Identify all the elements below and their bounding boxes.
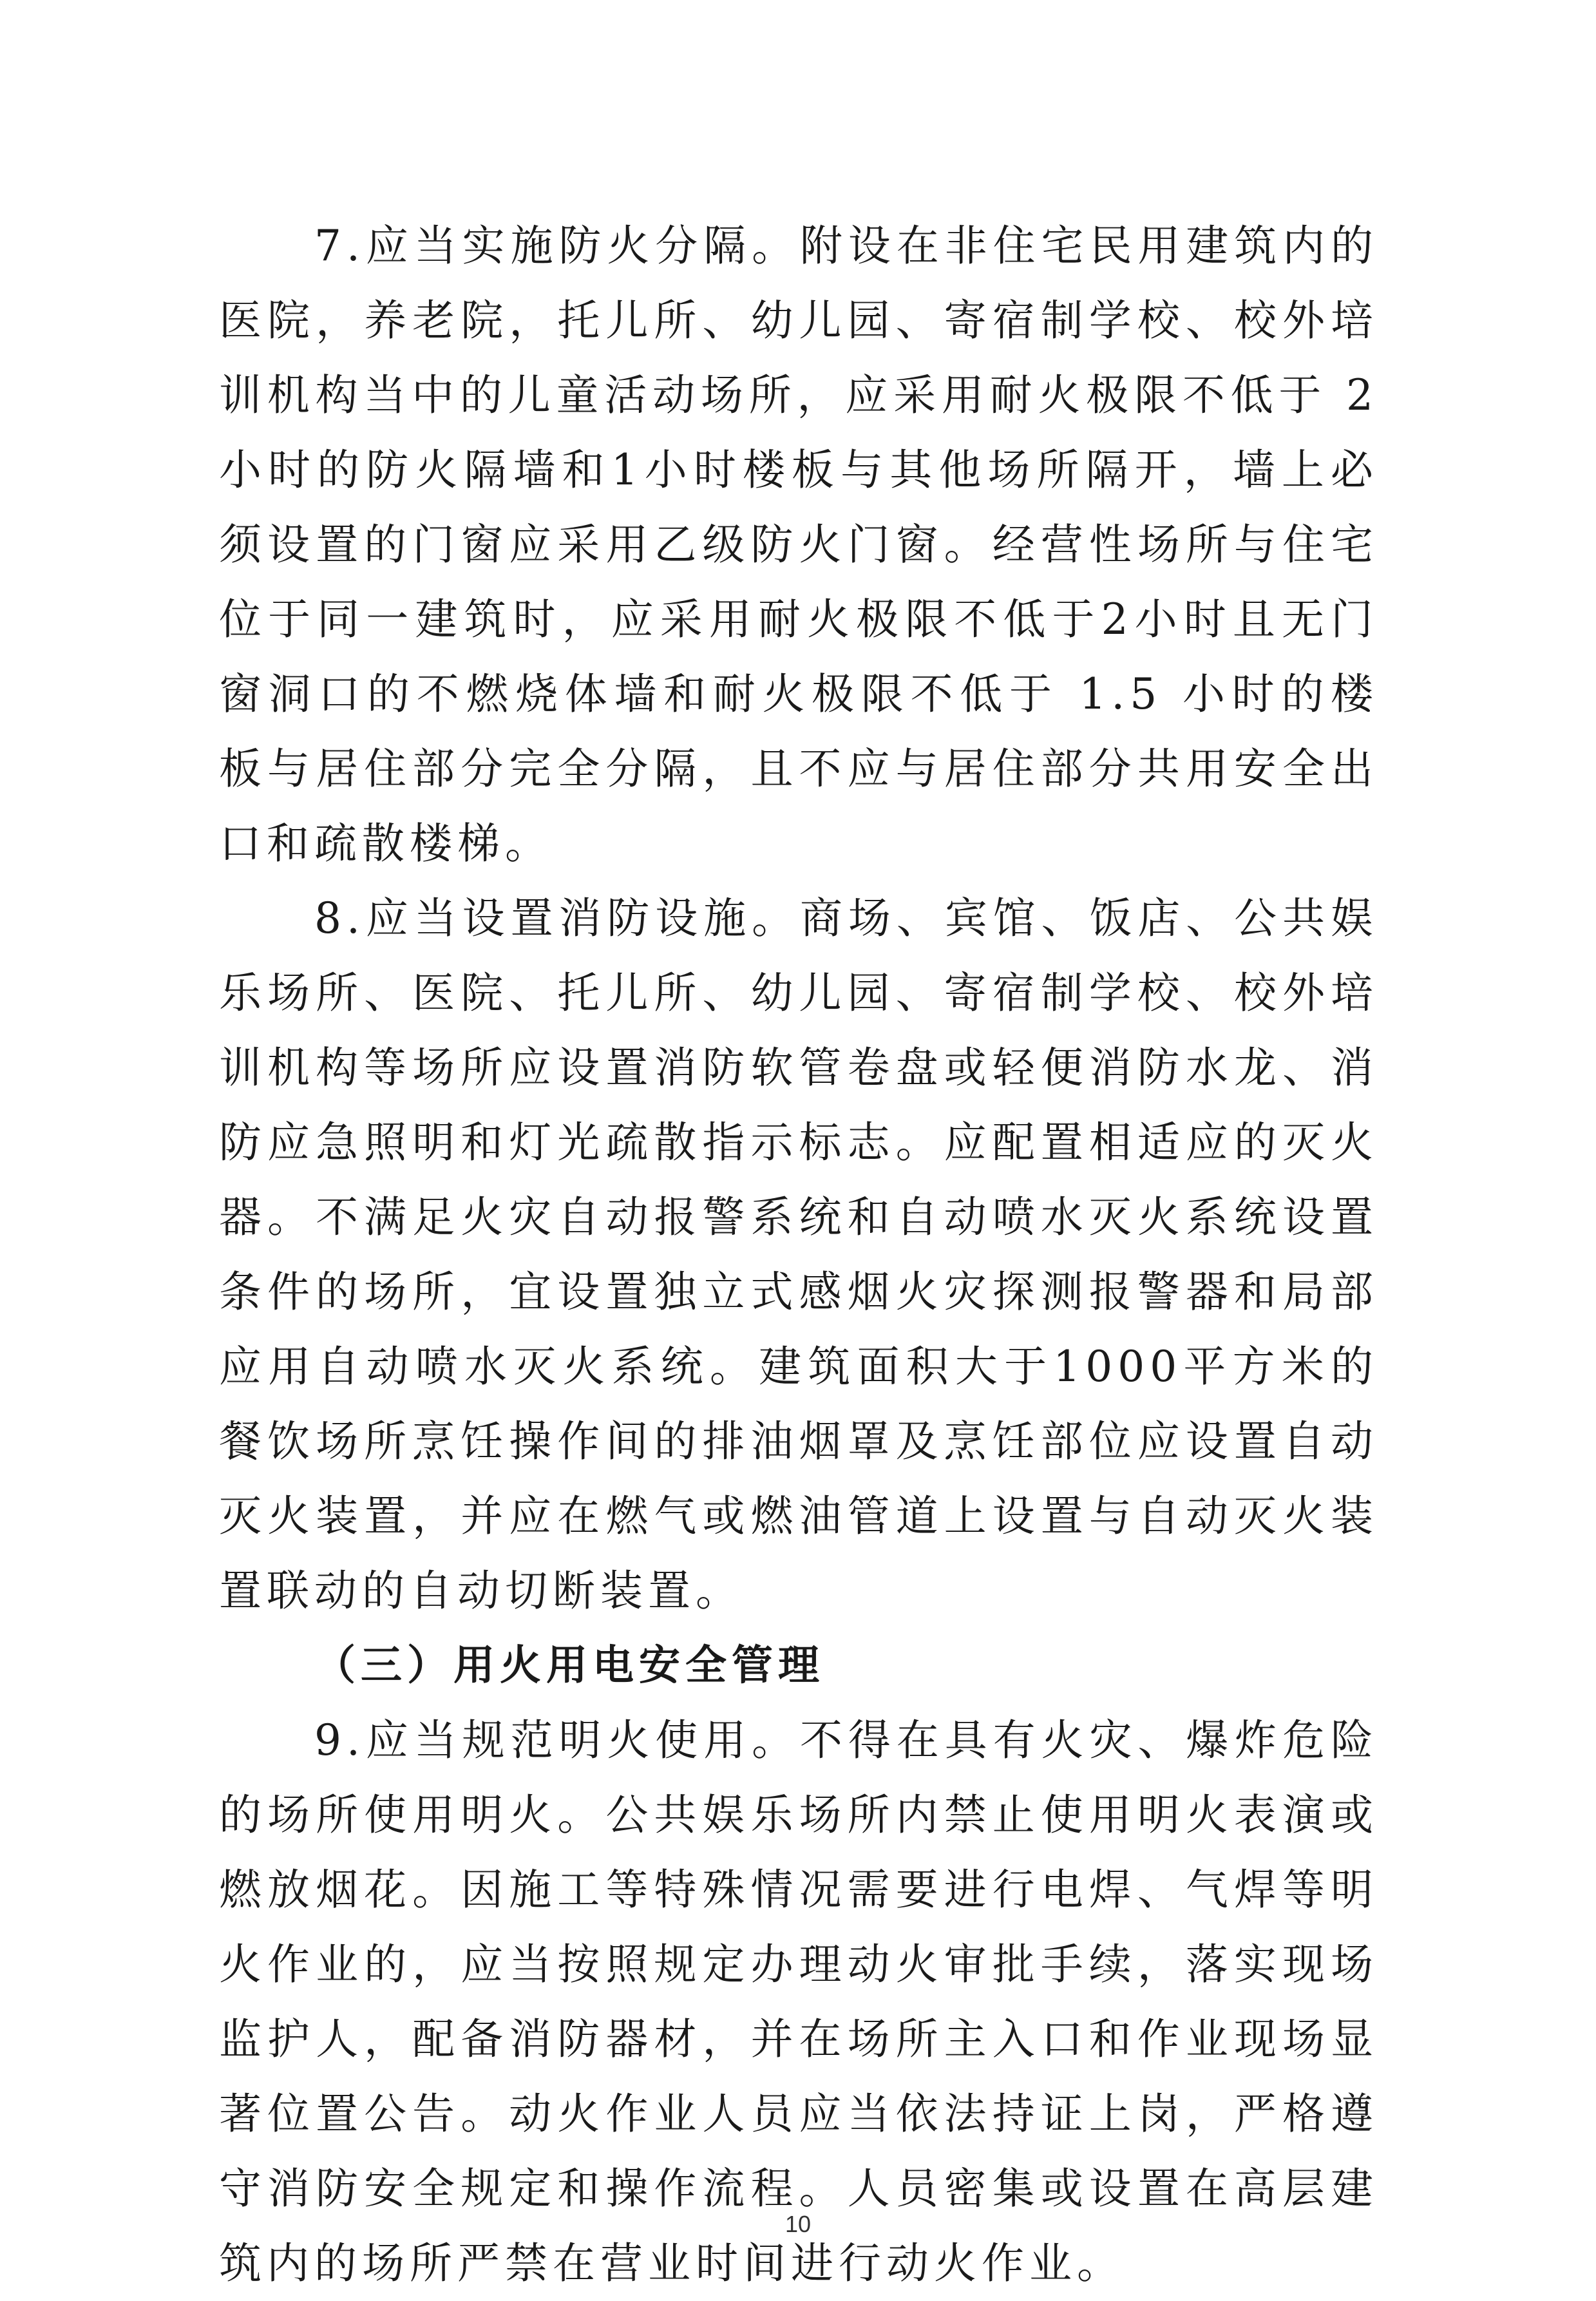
document-body [219, 209, 1378, 2301]
section-heading: （三）用火用电安全管理 [314, 1642, 824, 1690]
page-number: 10 [784, 2211, 812, 2237]
paragraph-item-7: 7.应当实施防火分隔。附设在非住宅民用建筑内的医院，养老院，托儿所、幼儿园、寄宿制学校、校外培训机构当中的儿童活动场所，应采用耐火极限不低于 2小时的防火隔墙和1小时楼板与其他场所隔开，墙上必须设置的门窗应采用乙级防火门窗。经营性场所与住宅位于同一建筑时，应采用耐火极限不低于2小时且无门窗洞口的不燃烧体墙和耐火极限不低于 1.5 小时的楼板与居住部分完全分隔，且不应与居住部分共用安全出口和疏散楼梯。 [219, 221, 1378, 868]
paragraph-item-8: 8.应当设置消防设施。商场、宾馆、饭店、公共娱乐场所、医院、托儿所、幼儿园、寄宿制学校、校外培训机构等场所应设置消防软管卷盘或轻便消防水龙、消防应急照明和灯光疏散指示标志。应配置相适应的灭火器。不满足火灾自动报警系统和自动喷水灭火系统设置条件的场所，宜设置独立式感烟火灾探测报警器和局部应用自动喷水灭火系统。建筑面积大于1000平方米的餐饮场所烹饪操作间的排油烟罩及烹饪部位应设置自动灭火装置，并应在燃气或燃油管道上设置与自动灭火装置联动的自动切断装置。 [219, 893, 1378, 1616]
paragraph-item-9: 9.应当规范明火使用。不得在具有火灾、爆炸危险的场所使用明火。公共娱乐场所内禁止使用明火表演或燃放烟花。因施工等特殊情况需要进行电焊、气焊等明火作业的，应当按照规定办理动火审批手续，落实现场监护人，配备消防器材，并在场所主入口和作业现场显著位置公告。动火作业人员应当依法持证上岗，严格遵守消防安全规定和操作流程。人员密集或设置在高层建筑内的场所严禁在营业时间进行动火作业。 [219, 1715, 1378, 2288]
